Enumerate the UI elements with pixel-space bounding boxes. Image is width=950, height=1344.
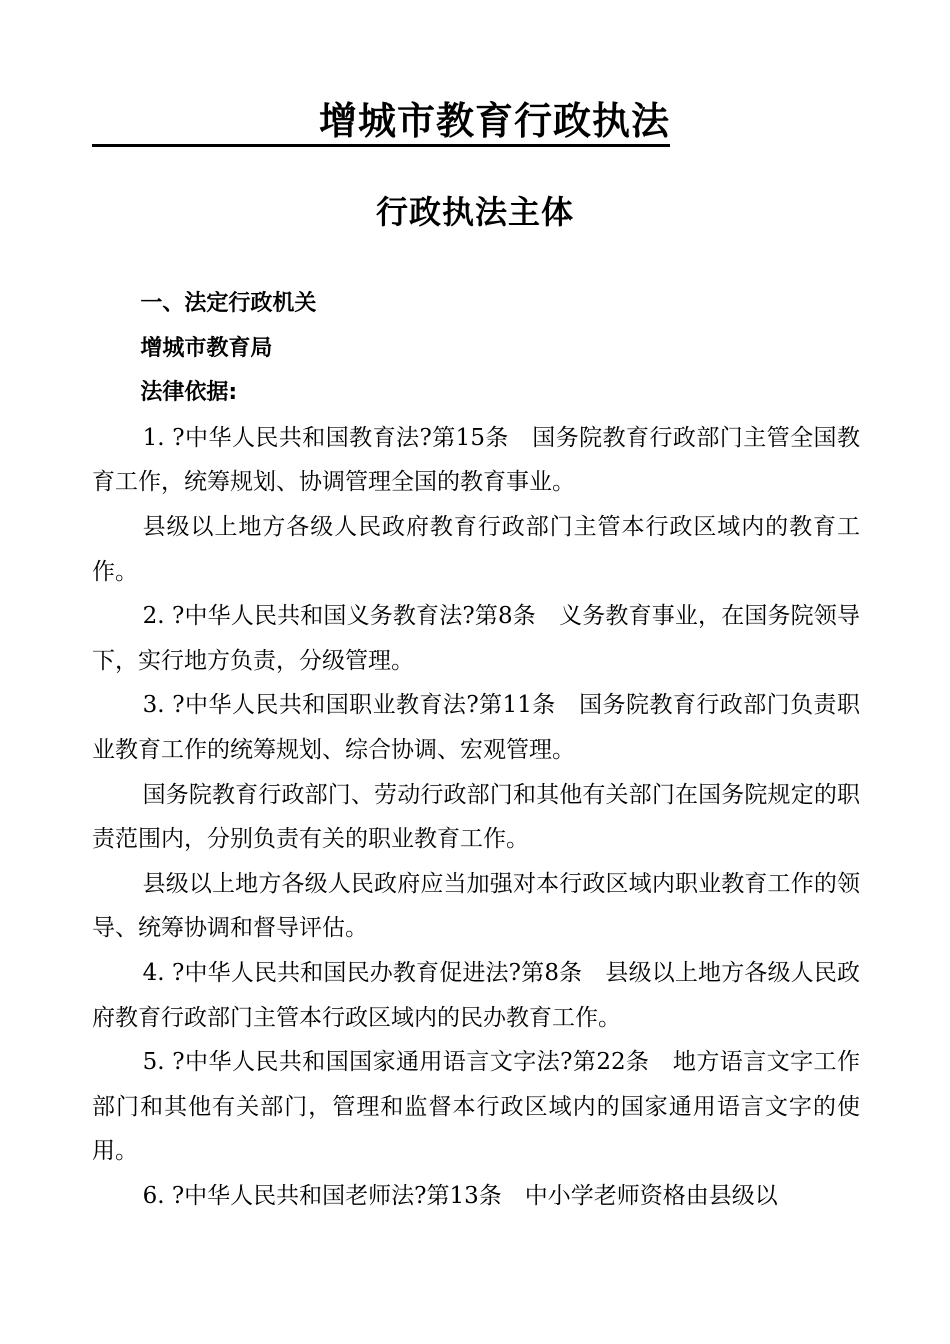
document-title: 增城市教育行政执法 bbox=[92, 98, 670, 147]
paragraph: 3. ?中华人民共和国职业教育法?第11条 国务院教育行政部门负责职业教育工作的统筹规划、综合协调、宏观管理。 bbox=[92, 692, 860, 763]
paragraph: 国务院教育行政部门、劳动行政部门和其他有关部门在国务院规定的职责范围内，分别负责有关的职业教育工作。 bbox=[92, 781, 860, 853]
paragraph: 2. ?中华人民共和国义务教育法?第8条 义务教育事业，在国务院领导下，实行地方负责，分级管理。 bbox=[92, 603, 860, 674]
agency-name: 增城市教育局 bbox=[140, 335, 273, 361]
paragraph: 6. ?中华人民共和国老师法?第13条 中小学老师资格由县级以 bbox=[142, 1182, 778, 1209]
paragraph: 县级以上地方各级人民政府应当加强对本行政区域内职业教育工作的领导、统筹协调和督导评估。 bbox=[92, 870, 860, 942]
document-body bbox=[92, 282, 860, 1218]
paragraph: 4. ?中华人民共和国民办教育促进法?第8条 县级以上地方各级人民政府教育行政部门主管本行政区域内的民办教育工作。 bbox=[92, 959, 860, 1031]
paragraph: 5. ?中华人民共和国国家通用语言文字法?第22条 地方语言文字工作部门和其他有关部门，管理和监督本行政区域内的国家通用语言文字的使用。 bbox=[92, 1049, 860, 1165]
paragraph: 1. ?中华人民共和国教育法?第15条 国务院教育行政部门主管全国教育工作，统筹规划、协调管理全国的教育事业。 bbox=[92, 424, 860, 496]
paragraph: 县级以上地方各级人民政府教育行政部门主管本行政区域内的教育工作。 bbox=[92, 513, 860, 585]
document-subtitle: 行政执法主体 bbox=[375, 193, 574, 231]
section-heading: 一、法定行政机关 bbox=[140, 291, 317, 316]
legal-basis-label: 法律依据: bbox=[140, 380, 238, 406]
